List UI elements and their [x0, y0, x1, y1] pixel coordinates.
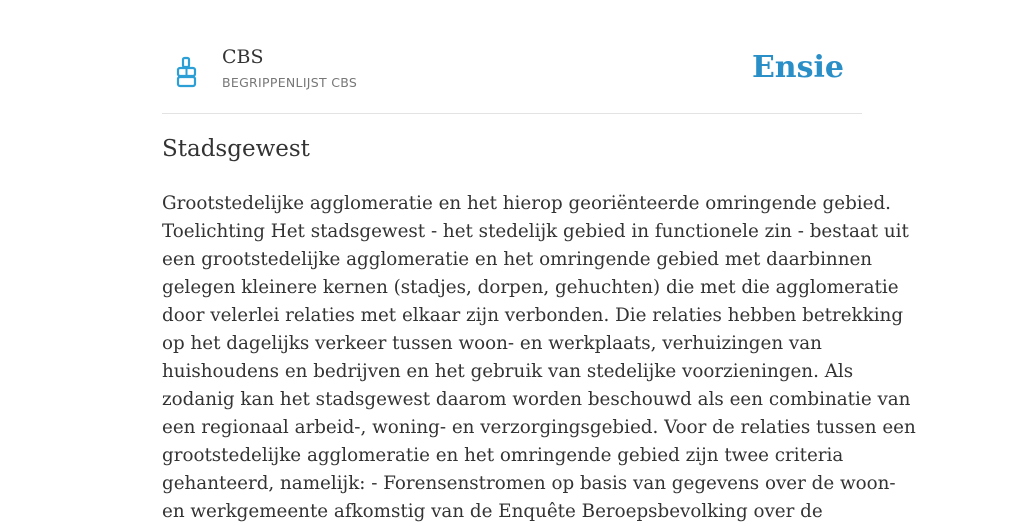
cbs-logo-icon[interactable]	[176, 56, 198, 88]
definition-line: en werkgemeente afkomstig van de Enquête Beroepsbevolking over de	[162, 501, 823, 522]
definition-line: een grootstedelijke agglomeratie en het omringende gebied met daarbinnen	[162, 249, 873, 270]
page	[162, 0, 916, 522]
org-subtitle[interactable]: BEGRIPPENLIJST CBS	[222, 75, 358, 90]
header	[162, 0, 862, 114]
definition-line: Toelichting Het stadsgewest - het stedelijk gebied in functionele zin - bestaat uit	[162, 221, 909, 242]
org-name[interactable]: CBS	[222, 46, 264, 68]
definition-line: huishoudens en bedrijven en het gebruik van stedelijke voorzieningen. Als	[162, 361, 854, 382]
page-title: Stadsgewest	[162, 136, 310, 162]
definition-line: grootstedelijke agglomeratie en het omringende gebied zijn twee criteria	[162, 445, 844, 466]
definition-line: Grootstedelijke agglomeratie en het hierop georiënteerde omringende gebied.	[162, 193, 891, 214]
definition-text	[162, 190, 916, 526]
brand-logo[interactable]: Ensie	[751, 50, 844, 85]
definition-line: gehanteerd, namelijk: - Forensenstromen op basis van gegevens over de woon-	[162, 473, 896, 494]
definition-line: door velerlei relaties met elkaar zijn verbonden. Die relaties hebben betrekking	[162, 305, 904, 326]
definition-line: een regionaal arbeid-, woning- en verzorgingsgebied. Voor de relaties tussen een	[162, 417, 916, 438]
definition-line: gelegen kleinere kernen (stadjes, dorpen, gehuchten) die met die agglomeratie	[162, 277, 899, 298]
definition-line: zodanig kan het stadsgewest daarom worden beschouwd als een combinatie van	[162, 389, 911, 410]
definition-line: op het dagelijks verkeer tussen woon- en werkplaats, verhuizingen van	[162, 333, 822, 354]
